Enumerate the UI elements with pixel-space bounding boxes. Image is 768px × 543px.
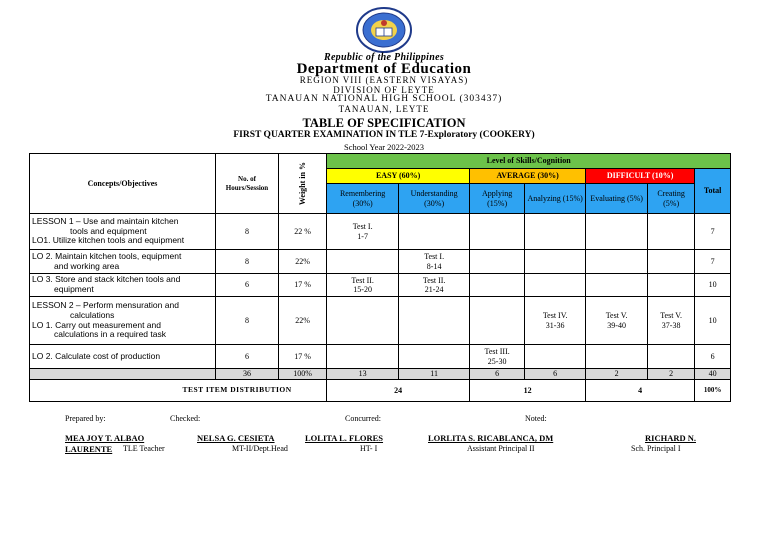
header-total: Total xyxy=(695,169,731,214)
analyzing-cell xyxy=(525,345,586,369)
analyzing-cell xyxy=(525,274,586,297)
signatory-role: Sch. Principal I xyxy=(631,444,681,453)
remembering-cell xyxy=(327,274,399,297)
department-line: Department of Education xyxy=(296,61,472,77)
distribution-label: TEST ITEM DISTRIBUTION xyxy=(30,380,327,402)
table-row xyxy=(30,214,731,250)
header-creating: Creating (5%) xyxy=(648,184,695,214)
header-analyzing: Analyzing (15%) xyxy=(525,184,586,214)
understanding-cell xyxy=(399,297,470,345)
test-label: Test II. xyxy=(351,275,374,285)
table-row xyxy=(30,274,731,297)
applying-cell xyxy=(470,297,525,345)
concept-cell xyxy=(30,297,216,345)
remembering-cell xyxy=(327,250,399,274)
republic-line: Republic of the Philippines xyxy=(323,52,445,63)
evaluating-cell xyxy=(586,214,648,250)
concept-line: LESSON 1 – Use and maintain kitchen xyxy=(32,215,179,226)
signatory-name: LOLITA L. FLORES xyxy=(305,433,384,443)
applying-cell xyxy=(470,274,525,297)
test-label: Test V. xyxy=(660,311,683,321)
test-label: Test II. xyxy=(422,275,446,285)
evaluating-cell xyxy=(586,297,648,345)
total-cell: 10 xyxy=(695,274,731,297)
header-hours: No. of Hours/Session xyxy=(216,154,279,214)
test-label: Test IV. xyxy=(542,311,568,321)
creating-cell xyxy=(648,345,695,369)
concept-line: equipment xyxy=(54,284,94,294)
signatory-role: TLE Teacher xyxy=(123,444,165,453)
totals-creating: 2 xyxy=(648,369,695,380)
totals-remembering: 13 xyxy=(327,369,399,380)
region-line: REGION VIII (EASTERN VISAYAS) xyxy=(299,75,469,85)
totals-analyzing: 6 xyxy=(525,369,586,380)
totals-total: 40 xyxy=(695,369,731,380)
test-range: 15-20 xyxy=(353,285,372,294)
header-difficult: DIFFICULT (10%) xyxy=(586,169,695,184)
concept-line: LO 1. Carry out measurement and xyxy=(32,319,161,330)
header-weight-text: Weight in % xyxy=(297,161,307,206)
test-range: 37-38 xyxy=(661,320,681,330)
table-row xyxy=(30,250,731,274)
signatory-name: NELSA G. CESIETA xyxy=(197,433,275,443)
totals-evaluating: 2 xyxy=(586,369,648,380)
analyzing-cell xyxy=(525,297,586,345)
prepared-label: Prepared by: xyxy=(65,414,106,423)
understanding-cell xyxy=(399,345,470,369)
hours-cell: 8 xyxy=(216,214,279,250)
header-weight xyxy=(279,154,327,214)
checked-label: Checked: xyxy=(170,414,201,423)
signatory-role: MT-II/Dept.Head xyxy=(232,444,288,453)
weight-cell: 22 % xyxy=(279,214,327,250)
deped-seal-icon xyxy=(355,6,413,54)
test-range: 25-30 xyxy=(487,356,507,366)
signatory-name: RICHARD N. xyxy=(645,433,696,443)
total-cell: 10 xyxy=(695,297,731,345)
header-level: Level of Skills/Cognition xyxy=(327,154,731,169)
weight-cell: 22% xyxy=(279,250,327,274)
test-range: 21-24 xyxy=(424,285,444,294)
concept-line: and working area xyxy=(54,260,120,271)
test-label: Test I. xyxy=(352,222,373,232)
creating-cell xyxy=(648,274,695,297)
totals-row xyxy=(30,369,731,380)
signatory-role: Assistant Principal II xyxy=(467,444,535,453)
distribution-easy: 24 xyxy=(327,380,470,402)
concept-line: LO 3. Store and stack kitchen tools and xyxy=(32,274,181,285)
test-label: Test III. xyxy=(484,347,510,357)
town-line: TANAUAN, LEYTE xyxy=(338,104,430,114)
concept-line: LO1. Utilize kitchen tools and equipment xyxy=(32,235,185,246)
creating-cell xyxy=(648,214,695,250)
concept-cell xyxy=(30,274,216,297)
creating-cell xyxy=(648,297,695,345)
distribution-row xyxy=(30,380,731,402)
applying-cell xyxy=(470,250,525,274)
test-range: 39-40 xyxy=(607,320,626,330)
total-cell: 7 xyxy=(695,250,731,274)
concept-cell xyxy=(30,250,216,274)
header-average: AVERAGE (30%) xyxy=(470,169,586,184)
exam-title: FIRST QUARTER EXAMINATION IN TLE 7-Exploratory (COOKERY) xyxy=(233,130,535,140)
remembering-cell xyxy=(327,345,399,369)
hours-cell: 6 xyxy=(216,345,279,369)
school-line: TANAUAN NATIONAL HIGH SCHOOL (303437) xyxy=(265,94,503,104)
remembering-cell xyxy=(327,214,399,250)
remembering-cell xyxy=(327,297,399,345)
concept-line: LO 2. Maintain kitchen tools, equipment xyxy=(32,250,182,261)
test-range: 31-36 xyxy=(545,320,565,330)
total-cell: 6 xyxy=(695,345,731,369)
header-concepts: Concepts/Objectives xyxy=(30,154,216,214)
total-cell: 7 xyxy=(695,214,731,250)
totals-hours: 36 xyxy=(216,369,279,380)
concept-line: tools and equipment xyxy=(70,225,147,236)
test-range: 8-14 xyxy=(426,261,442,271)
analyzing-cell xyxy=(525,250,586,274)
applying-cell xyxy=(470,214,525,250)
division-line: DIVISION OF LEYTE xyxy=(333,85,435,95)
test-range: 1-7 xyxy=(357,231,368,241)
creating-cell xyxy=(648,250,695,274)
table-row xyxy=(30,345,731,369)
signatory-role: HT- I xyxy=(360,444,378,453)
hours-cell: 8 xyxy=(216,297,279,345)
distribution-difficult: 4 xyxy=(586,380,695,402)
evaluating-cell xyxy=(586,274,648,297)
concept-cell xyxy=(30,345,216,369)
test-label: Test V. xyxy=(605,311,628,321)
weight-cell: 17 % xyxy=(279,345,327,369)
signatory-name-cont: LAURENTE xyxy=(65,444,113,454)
header-evaluating: Evaluating (5%) xyxy=(586,184,648,214)
analyzing-cell xyxy=(525,214,586,250)
distribution-total: 100% xyxy=(695,380,731,402)
evaluating-cell xyxy=(586,250,648,274)
concurred-label: Concurred: xyxy=(345,414,381,423)
totals-understanding: 11 xyxy=(399,369,470,380)
header-understanding: Understanding (30%) xyxy=(399,184,470,214)
header-remembering: Remembering (30%) xyxy=(327,184,399,214)
totals-applying: 6 xyxy=(470,369,525,380)
distribution-average: 12 xyxy=(470,380,586,402)
understanding-cell xyxy=(399,250,470,274)
concept-line: calculations in a required task xyxy=(54,329,166,340)
table-row xyxy=(30,297,731,345)
header-applying: Applying (15%) xyxy=(470,184,525,214)
specification-table xyxy=(29,153,731,402)
signatory-name: LORLITA S. RICABLANCA, DM xyxy=(428,433,554,443)
concept-line: LO 2. Calculate cost of production xyxy=(32,350,161,361)
signatory-name: MEA JOY T. ALBAO xyxy=(65,433,145,443)
test-label: Test I. xyxy=(424,252,445,262)
concept-line: LESSON 2 – Perform mensuration and xyxy=(32,299,179,310)
noted-label: Noted: xyxy=(525,414,547,423)
school-year: School Year 2022-2023 xyxy=(343,142,425,152)
totals-weight: 100% xyxy=(279,369,327,380)
evaluating-cell xyxy=(586,345,648,369)
weight-cell: 22% xyxy=(279,297,327,345)
header-easy: EASY (60%) xyxy=(327,169,470,184)
weight-cell: 17 % xyxy=(279,274,327,297)
totals-label-cell xyxy=(30,369,216,380)
hours-cell: 6 xyxy=(216,274,279,297)
document-title: TABLE OF SPECIFICATION xyxy=(302,116,466,130)
applying-cell xyxy=(470,345,525,369)
understanding-cell xyxy=(399,274,470,297)
understanding-cell xyxy=(399,214,470,250)
concept-cell xyxy=(30,214,216,250)
hours-cell: 8 xyxy=(216,250,279,274)
concept-line: calculations xyxy=(70,309,115,320)
